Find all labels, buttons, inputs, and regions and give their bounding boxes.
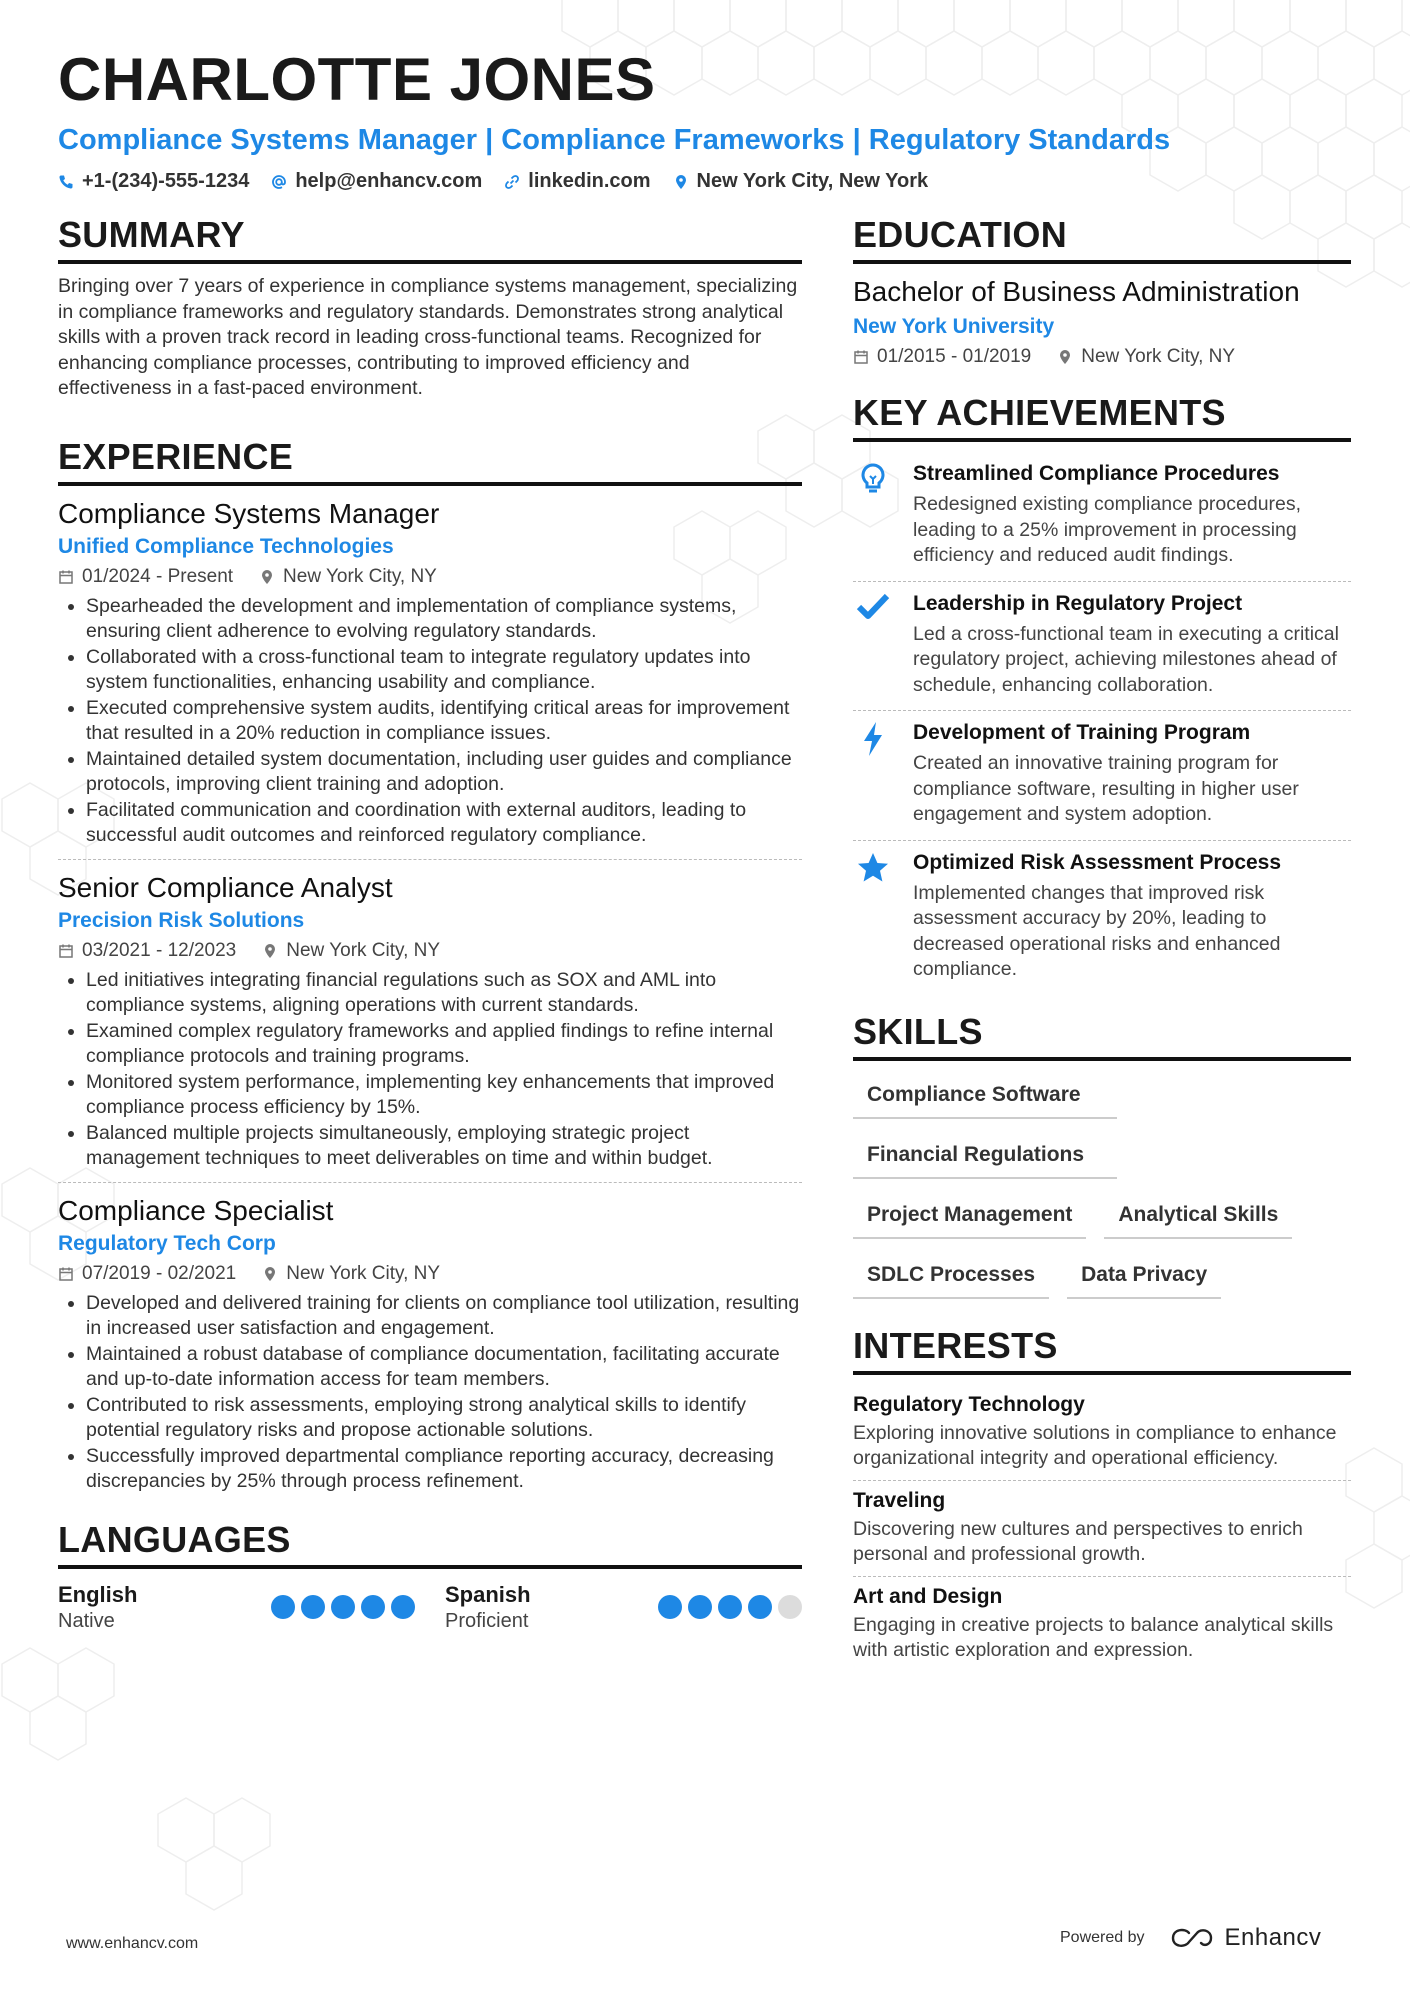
experience-section — [58, 436, 802, 1505]
checkmark-icon — [856, 592, 890, 620]
job-location: New York City, NY — [286, 939, 441, 961]
interest-item — [853, 1481, 1351, 1577]
skill-tag: Data Privacy — [1067, 1251, 1221, 1299]
languages-heading: LANGUAGES — [58, 1519, 802, 1569]
interest-item — [853, 1385, 1351, 1481]
location-pin-icon — [262, 943, 278, 959]
star-icon — [856, 851, 890, 885]
job-bullet: • Monitored system performance, implementing key enhancements that improved compliance process efficiency by 15%. — [86, 1070, 802, 1121]
job-bullet: • Examined complex regulatory frameworks and applied findings to refine internal compliance protocols and training programs. — [86, 1019, 802, 1070]
interest-desc: Discovering new cultures and perspectives to enrich personal and professional growth. — [853, 1517, 1303, 1565]
job-location: New York City, NY — [283, 565, 437, 587]
school-name: New York University — [853, 315, 1055, 338]
skill-tag: Analytical Skills — [1104, 1191, 1292, 1239]
interest-title: Art and Design — [853, 1584, 1003, 1608]
language-name: English — [58, 1581, 138, 1607]
job-bullet: • Developed and delivered training for clients on compliance tool utilization, resulting in increased user satisfaction and engagement. — [86, 1291, 802, 1342]
headline: Compliance Systems Manager | Compliance Frameworks | Regulatory Standards — [58, 124, 1171, 156]
contact-phone[interactable] — [58, 170, 249, 193]
interest-desc: Engaging in creative projects to balance analytical skills with artistic exploration and expression. — [853, 1613, 1334, 1661]
rating-dot-empty — [778, 1595, 802, 1619]
at-sign-icon — [271, 174, 287, 190]
rating-dot-filled — [748, 1595, 772, 1619]
language-list — [58, 1581, 802, 1635]
left-column — [58, 214, 802, 1635]
job-meta — [58, 940, 802, 962]
job-role: Compliance Systems Manager — [58, 497, 440, 529]
skill-tag: Compliance Software — [853, 1071, 1117, 1119]
location-pin-icon — [1057, 349, 1073, 365]
skill-tag: SDLC Processes — [853, 1251, 1049, 1299]
job-meta — [58, 1263, 802, 1285]
achievement-desc: Led a cross-functional team in executing a critical regulatory project, achieving milestones ahead of schedule, enhancing collaboration. — [913, 622, 1339, 696]
job-bullet: • Facilitated communication and coordination with external auditors, leading to successful audit outcomes and reinforced regulatory compliance. — [86, 798, 802, 849]
job-bullet: • Spearheaded the development and implementation of compliance systems, ensuring client adherence to evolving regulatory standards. — [86, 594, 802, 645]
contact-email[interactable] — [271, 170, 482, 193]
powered-by-label: Powered by — [1060, 1929, 1145, 1946]
job-bullets — [58, 1291, 802, 1495]
degree-name: Bachelor of Business Administration — [853, 276, 1300, 307]
job-entry — [58, 870, 802, 1183]
interest-title: Regulatory Technology — [853, 1392, 1085, 1416]
rating-dot-filled — [361, 1595, 385, 1619]
achievement-title: Streamlined Compliance Procedures — [913, 462, 1280, 485]
footer-website[interactable]: www.enhancv.com — [66, 1935, 199, 1952]
calendar-icon — [58, 1266, 74, 1282]
contact-bar — [58, 170, 1358, 193]
summary-section — [58, 214, 802, 402]
achievements-section — [853, 392, 1351, 995]
interest-title: Traveling — [853, 1488, 946, 1512]
right-column — [853, 214, 1351, 1672]
contact-location — [673, 170, 929, 193]
experience-heading: EXPERIENCE — [58, 436, 802, 486]
education-meta — [853, 346, 1351, 368]
rating-dot-filled — [658, 1595, 682, 1619]
job-bullet: • Executed comprehensive system audits, identifying critical areas for improvement that resulted in a 20% reduction in compliance issues. — [86, 696, 802, 747]
job-company: Precision Risk Solutions — [58, 908, 305, 932]
language-item — [445, 1581, 802, 1635]
job-bullets — [58, 594, 802, 849]
job-bullets — [58, 968, 802, 1172]
skills-heading: SKILLS — [853, 1011, 1351, 1061]
job-entry — [58, 1193, 802, 1505]
lightbulb-icon — [859, 462, 887, 496]
phone-icon — [58, 174, 74, 190]
language-item — [58, 1581, 415, 1635]
achievement-item — [853, 452, 1351, 582]
language-rating — [658, 1595, 802, 1619]
summary-text: Bringing over 7 years of experience in compliance systems management, specializing in compliance frameworks and regulatory standards. Demonstrates strong analytical skills with a proven track record in leading cross-functional teams. Recognized for enhancing compliance processes, contributing to improved efficiency and effectiveness in a fast-paced environment. — [58, 275, 798, 399]
resume-header — [58, 44, 1358, 193]
rating-dot-filled — [271, 1595, 295, 1619]
job-dates: 01/2024 - Present — [82, 565, 234, 587]
achievement-title: Optimized Risk Assessment Process — [913, 850, 1282, 874]
location-pin-icon — [673, 174, 689, 190]
job-location: New York City, NY — [286, 1262, 441, 1284]
achievement-item — [853, 841, 1351, 995]
summary-heading: SUMMARY — [58, 214, 802, 264]
calendar-icon — [58, 569, 74, 585]
skills-section — [853, 1011, 1351, 1311]
language-rating — [271, 1595, 415, 1619]
job-entry — [58, 496, 802, 860]
interests-section — [853, 1325, 1351, 1672]
rating-dot-filled — [391, 1595, 415, 1619]
location-pin-icon — [259, 569, 275, 585]
job-company: Regulatory Tech Corp — [58, 1231, 276, 1255]
interests-heading: INTERESTS — [853, 1325, 1351, 1375]
achievement-title: Leadership in Regulatory Project — [913, 591, 1243, 615]
job-role: Compliance Specialist — [58, 1194, 334, 1226]
achievements-heading: KEY ACHIEVEMENTS — [853, 392, 1351, 442]
job-company: Unified Compliance Technologies — [58, 534, 394, 558]
rating-dot-filled — [688, 1595, 712, 1619]
language-level: Native — [58, 1609, 115, 1632]
education-section — [853, 214, 1351, 368]
education-dates: 01/2015 - 01/2019 — [877, 346, 1032, 367]
skill-tag: Project Management — [853, 1191, 1086, 1239]
interest-desc: Exploring innovative solutions in compliance to enhance organizational integrity and operational efficiency. — [853, 1421, 1337, 1469]
job-bullet: • Successfully improved departmental compliance reporting accuracy, decreasing discrepancies by 25% through process refinement. — [86, 1444, 802, 1495]
achievement-desc: Implemented changes that improved risk assessment accuracy by 20%, leading to decreased operational risks and enhanced compliance. — [913, 881, 1281, 980]
linkedin-url: linkedin.com — [528, 170, 651, 192]
job-bullet: • Balanced multiple projects simultaneously, employing strategic project management techniques to meet deliverables on time and within budget. — [86, 1121, 802, 1172]
interest-item — [853, 1577, 1351, 1672]
skills-list — [853, 1071, 1351, 1311]
location-text: New York City, New York — [696, 170, 929, 192]
brand-name: Enhancv — [1224, 1924, 1322, 1951]
job-bullet: • Contributed to risk assessments, employing strong analytical skills to identify potential regulatory risks and propose actionable solutions. — [86, 1393, 802, 1444]
contact-linkedin[interactable] — [504, 170, 650, 193]
job-bullet: • Led initiatives integrating financial regulations such as SOX and AML into compliance systems, aligning operations with current standards. — [86, 968, 802, 1019]
phone-number: +1-(234)-555-1234 — [82, 170, 250, 192]
achievement-desc: Redesigned existing compliance procedures, leading to a 25% improvement in processing efficiency and reduced audit findings. — [913, 493, 1302, 566]
rating-dot-filled — [331, 1595, 355, 1619]
language-level: Proficient — [445, 1609, 529, 1632]
candidate-name: CHARLOTTE JONES — [58, 46, 656, 113]
job-bullet: • Maintained detailed system documentation, including user guides and compliance protocols, improving client training and adoption. — [86, 747, 802, 798]
achievement-item — [853, 711, 1351, 841]
job-dates: 03/2021 - 12/2023 — [82, 939, 237, 961]
achievement-title: Development of Training Program — [913, 721, 1251, 744]
job-meta — [58, 566, 802, 588]
education-heading: EDUCATION — [853, 214, 1351, 264]
link-icon — [504, 174, 520, 190]
footer-branding — [1060, 1924, 1321, 1952]
skill-tag: Financial Regulations — [853, 1131, 1117, 1179]
achievement-item — [853, 582, 1351, 712]
job-bullet: • Collaborated with a cross-functional team to integrate regulatory updates into system functionalities, enhancing usability and compliance. — [86, 645, 802, 696]
education-location: New York City, NY — [1081, 346, 1236, 367]
achievement-desc: Created an innovative training program for compliance software, resulting in higher user engagement and system adoption. — [913, 752, 1299, 825]
calendar-icon — [853, 349, 869, 365]
rating-dot-filled — [301, 1595, 325, 1619]
job-dates: 07/2019 - 02/2021 — [82, 1262, 237, 1284]
brand-logo[interactable] — [1169, 1924, 1322, 1952]
job-role: Senior Compliance Analyst — [58, 871, 393, 903]
language-name: Spanish — [445, 1581, 531, 1607]
rating-dot-filled — [718, 1595, 742, 1619]
languages-section — [58, 1519, 802, 1635]
calendar-icon — [58, 943, 74, 959]
enhancv-logo-icon — [1169, 1927, 1215, 1949]
job-bullet: • Maintained a robust database of compliance documentation, facilitating accurate and up-to-date information access for team members. — [86, 1342, 802, 1393]
email-address: help@enhancv.com — [295, 170, 483, 192]
location-pin-icon — [262, 1266, 278, 1282]
lightning-icon — [861, 721, 885, 757]
